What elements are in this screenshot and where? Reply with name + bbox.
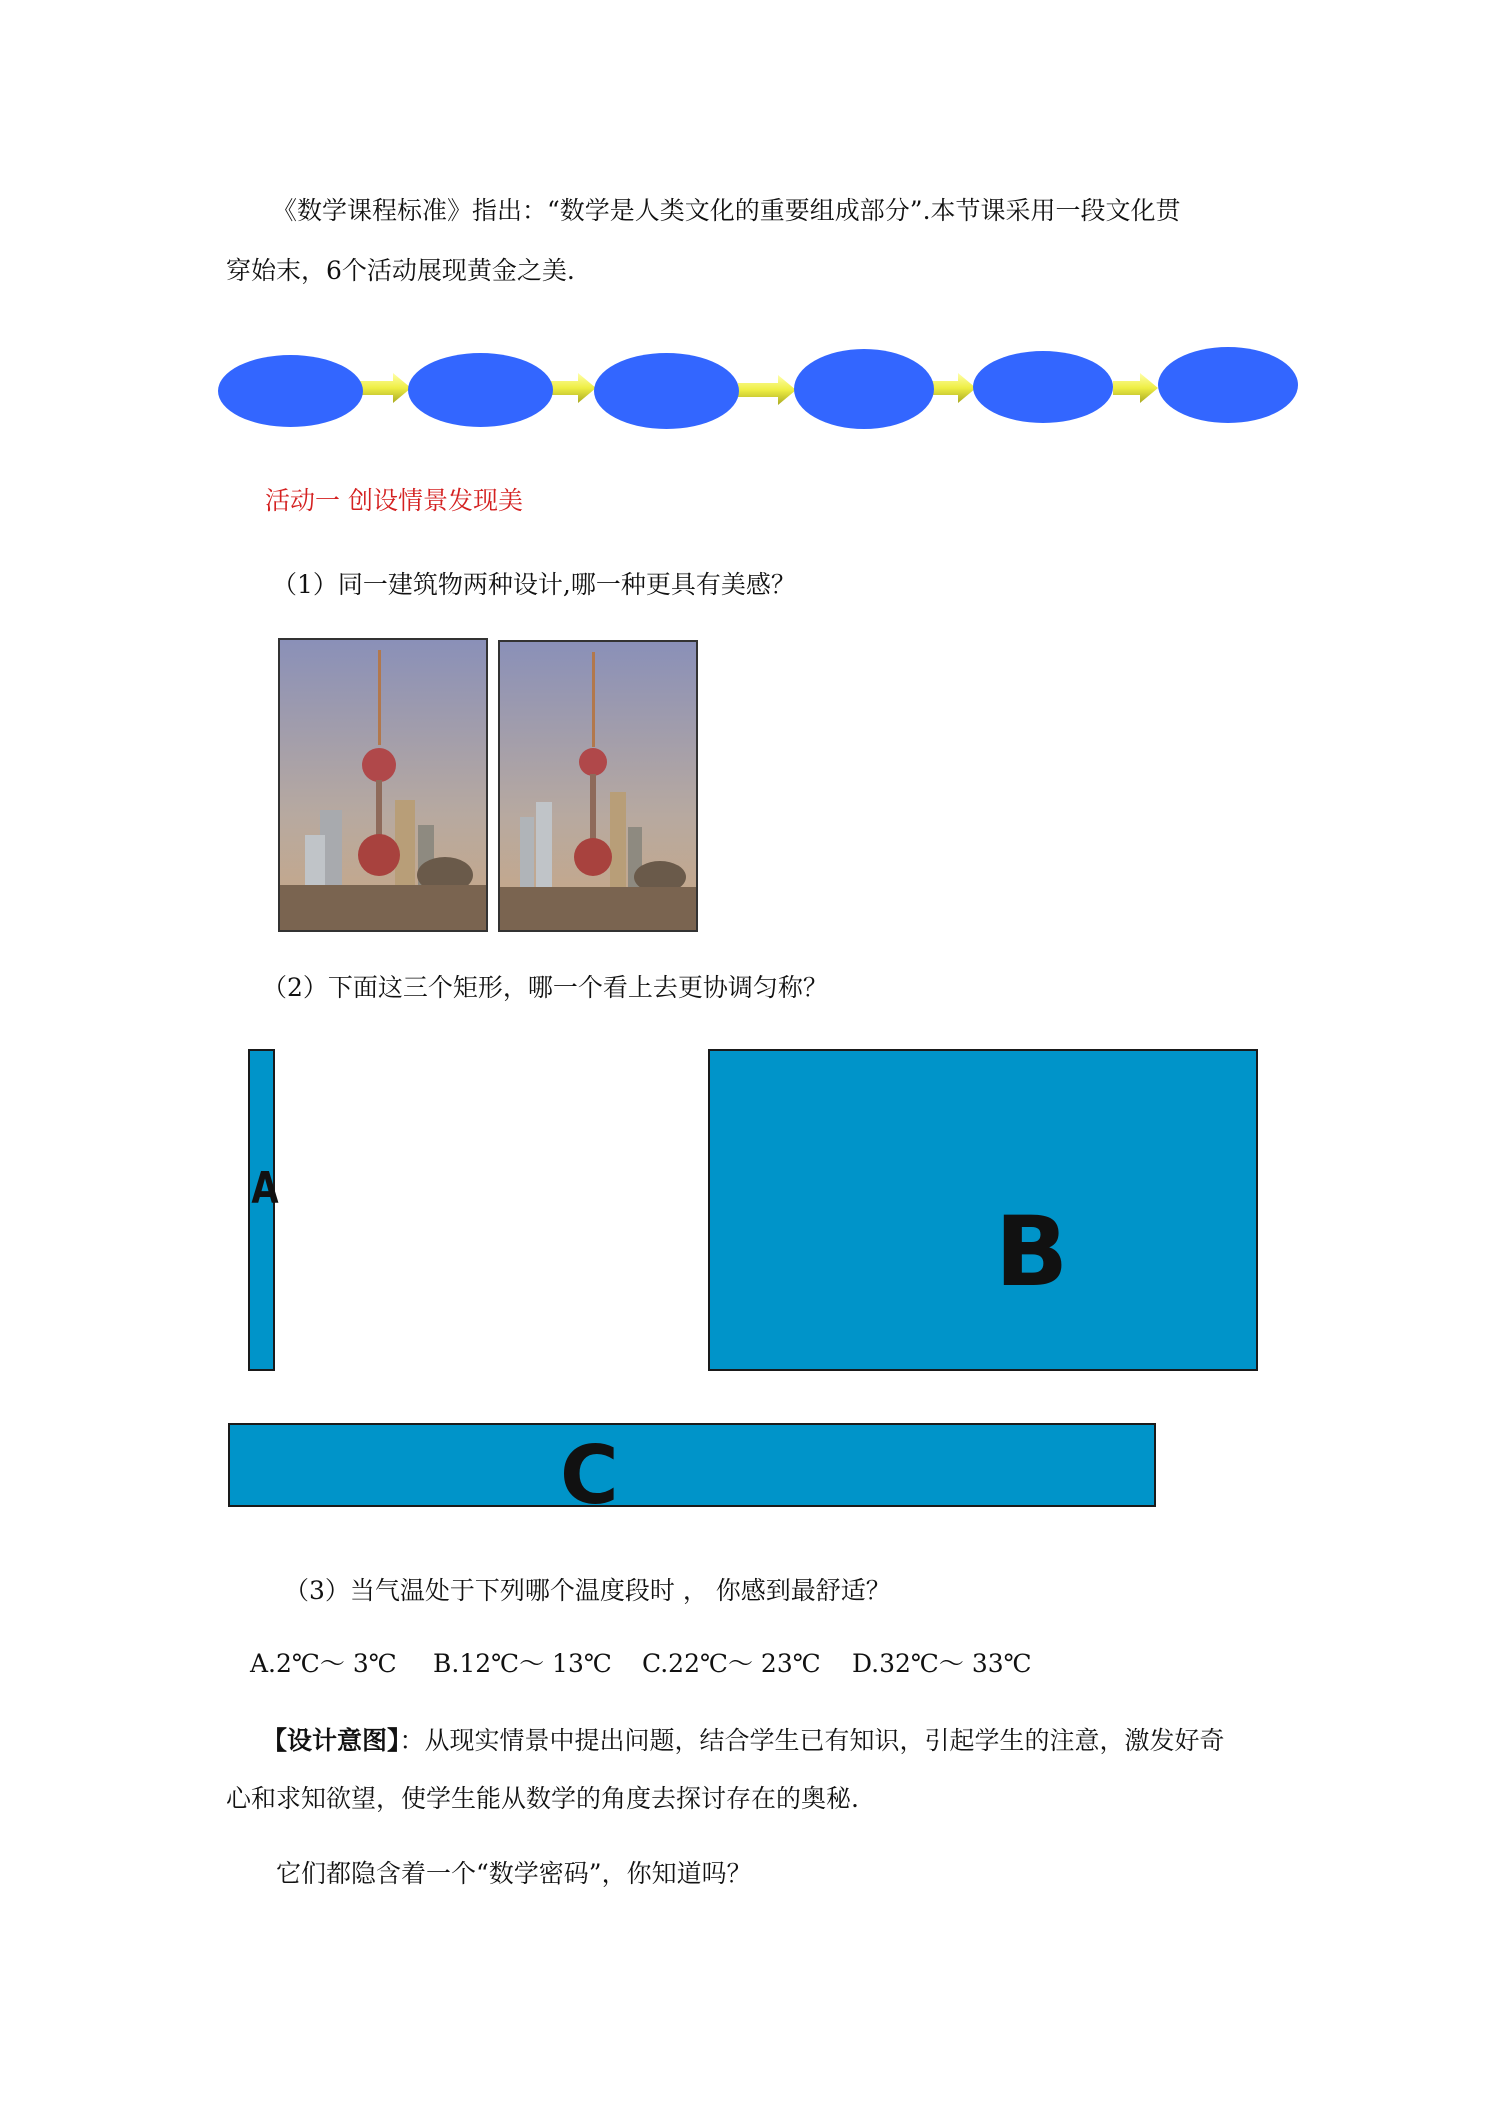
flow-oval-6 [1158, 347, 1298, 423]
intro-line-2: 穿始末，6个活动展现黄金之美. [226, 256, 575, 285]
rectangle-a [248, 1049, 279, 1371]
design-intent-label: 【设计意图】 [262, 1726, 400, 1755]
building-photo-narrow [498, 640, 698, 932]
question-2: （2）下面这三个矩形，哪一个看上去更协调匀称？ [262, 973, 828, 1002]
question-3: （3）当气温处于下列哪个温度段时 ， 你感到最舒适？ [284, 1576, 891, 1605]
flow-arrow-3 [738, 375, 796, 405]
flow-oval-2 [408, 353, 553, 427]
flow-oval-4 [794, 349, 934, 429]
flow-arrow-5 [1113, 373, 1158, 403]
flow-arrow-4 [930, 373, 976, 403]
flow-arrow-1 [360, 373, 411, 403]
building-photo-wide [278, 638, 488, 932]
flow-arrows [218, 345, 1303, 435]
design-intent-line-1 [262, 1728, 1225, 1753]
question-1: （1）同一建筑物两种设计,哪一种更具有美感？ [272, 570, 796, 599]
rectangle-c-label: C [560, 1429, 619, 1522]
rectangle-c [228, 1423, 1156, 1522]
option-a: A.2℃～ 3℃ [250, 1649, 397, 1678]
intro-line-1: 《数学课程标准》指出：“数学是人类文化的重要组成部分”.本节课采用一段文化贯 [272, 196, 1181, 225]
design-intent-text: ：从现实情景中提出问题，结合学生已有知识，引起学生的注意，激发好奇 [399, 1726, 1225, 1755]
design-intent-line-2: 心和求知欲望，使学生能从数学的角度去探讨存在的奥秘. [226, 1784, 859, 1813]
option-c: C.22℃～ 23℃ [642, 1649, 821, 1678]
flow-oval-5 [973, 351, 1113, 423]
activity-flow-diagram [218, 345, 1303, 435]
rectangle-b-label: B [995, 1196, 1069, 1308]
rectangle-b [708, 1049, 1258, 1371]
activity1-heading: 活动一 创设情景发现美 [265, 486, 523, 515]
flow-arrow-2 [550, 373, 596, 403]
rectangle-a-label: A [251, 1163, 279, 1214]
flow-oval-3 [594, 353, 739, 429]
closing-question: 它们都隐含着一个“数学密码”，你知道吗？ [276, 1859, 752, 1888]
option-b: B.12℃～ 13℃ [433, 1649, 612, 1678]
flow-oval-1 [218, 355, 363, 427]
option-d: D.32℃～ 33℃ [852, 1649, 1032, 1678]
